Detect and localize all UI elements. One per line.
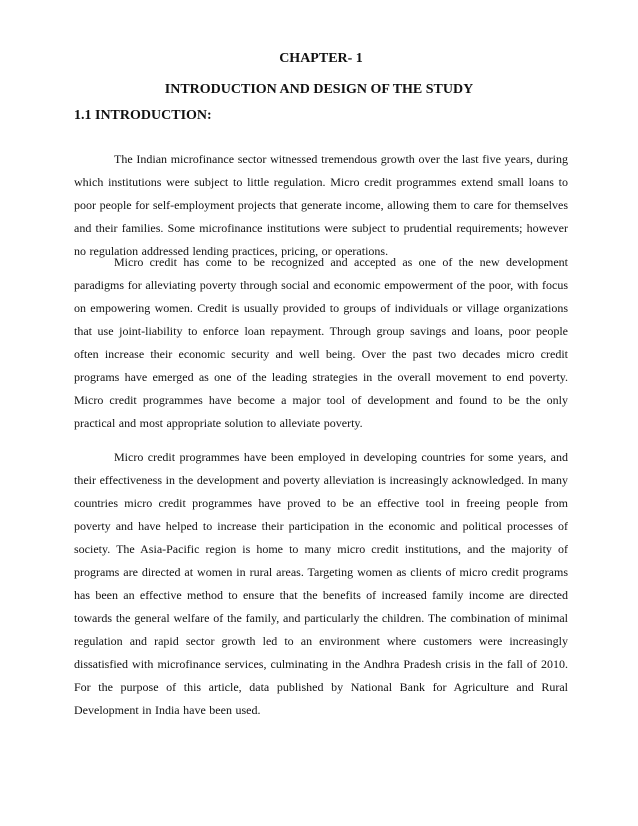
chapter-label: [0, 49, 638, 69]
chapter-title: INTRODUCTION AND DESIGN OF THE STUDY: [164, 82, 474, 97]
paragraph-3: Micro credit programmes have been employed in developing countries for some years, and their effectiveness in the development and poverty alleviation is increasingly acknowledged. In many countries micro credit programmes have proved to be an effective tool in freeing people from poverty and have helped to increase their participation in the economic and political processes of society. The Asia-Pacific region is home to many micro credit institutions, and the majority of programs are directed at women in rural areas. Targeting women as clients of micro credit programs has been an effective method to ensure that the benefits of increased family income are directed towards the general welfare of the family, and particularly the children. The combination of minimal regulation and rapid sector growth led to an environment where customers were increasingly dissatisfied with microfinance services, culminating in the Andhra Pradesh crisis in the fall of 2010. For the purpose of this article, data published by National Bank for Agriculture and Rural Development in India have been used.: [74, 450, 568, 717]
section-heading: 1.1 INTRODUCTION:: [74, 108, 212, 123]
paragraph-1: The Indian microfinance sector witnessed tremendous growth over the last five years, during which institutions were subject to little regulation. Micro credit programmes extend small loans to poor people for self-employment projects that generate income, allowing them to care for themselves and their families. Some microfinance institutions were subject to prudential requirements; however no regulation addressed lending practices, pricing, or operations.: [74, 152, 568, 258]
chapter-label-text: CHAPTER- 1: [279, 51, 363, 66]
paragraph-2: Micro credit has come to be recognized and accepted as one of the new development paradigms for alleviating poverty through social and economic empowerment of the poor, with focus on empowering women. Credit is usually provided to groups of individuals or village organizations that use joint-liability to enforce loan repayment. Through group savings and loans, poor people often increase their economic security and well being. Over the past two decades micro credit programs have emerged as one of the leading strategies in the overall movement to end poverty. Micro credit programmes have become a major tool of development and found to be the only practical and most appropriate solution to alleviate poverty.: [74, 255, 568, 430]
